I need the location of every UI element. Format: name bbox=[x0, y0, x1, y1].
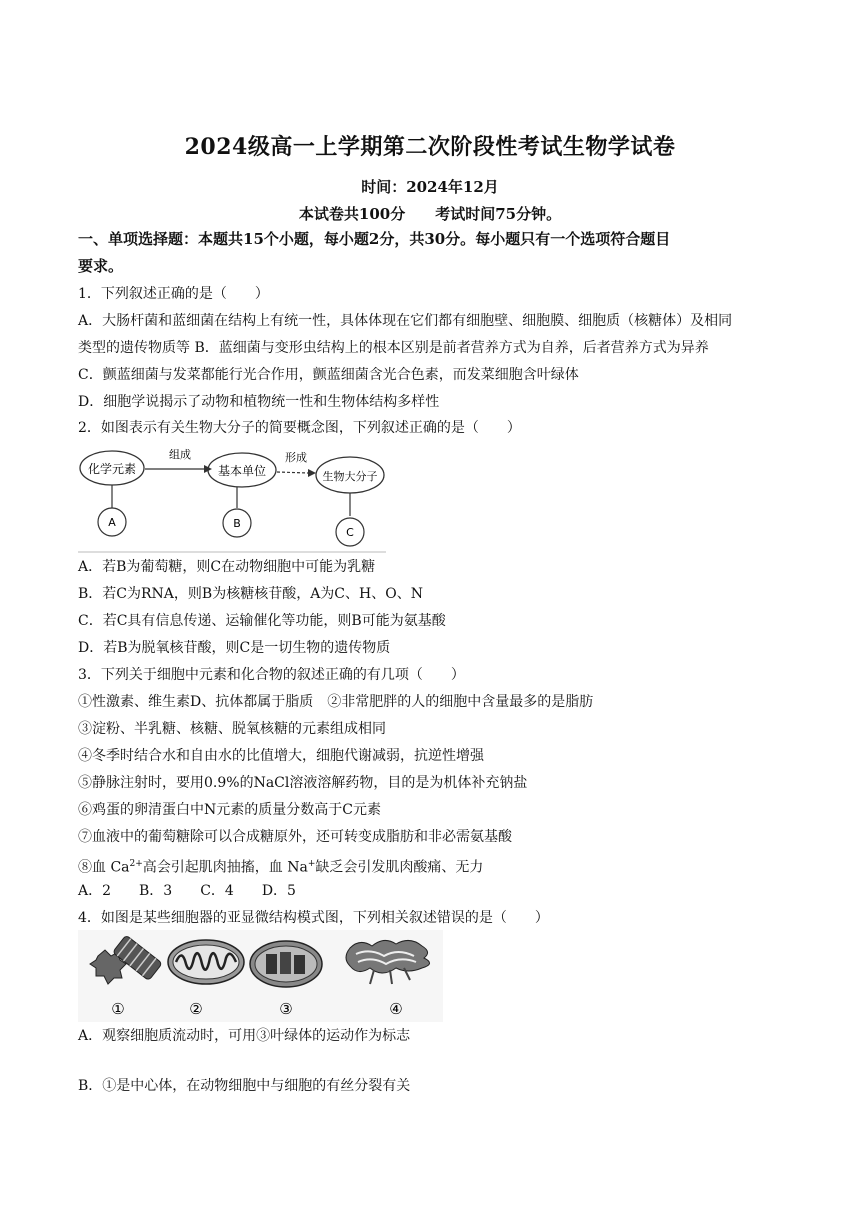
sodium-charge: + bbox=[307, 859, 316, 869]
node-units-label: 基本单位 bbox=[217, 464, 267, 478]
arrow-form bbox=[277, 472, 308, 473]
node-macromolecule-label: 生物大分子 bbox=[322, 470, 378, 483]
q3-stem: 3．下列关于细胞中元素和化合物的叙述正确的有几项（ ） bbox=[78, 667, 465, 683]
q3-statement-8 bbox=[78, 854, 788, 878]
chloroplast-drawing bbox=[250, 941, 322, 987]
exam-title: 2024级高一上学期第二次阶段性考试生物学试卷 bbox=[184, 134, 676, 160]
q1-option-a-b: 类型的遗传物质等 B．蓝细菌与变形虫结构上的根本区别是前者营养方式为自养，后者营养方式为异养 bbox=[78, 340, 709, 356]
q3-s8-part3: 缺乏会引发肌肉酸痛、无力 bbox=[315, 859, 484, 876]
q1-option-a: A．大肠杆菌和蓝细菌在结构上有统一性，具体体现在它们都有细胞壁、细胞膜、细胞质（核糖体）及相同 bbox=[78, 313, 733, 329]
organelle-figure bbox=[78, 930, 443, 1022]
q1-option-c: C．颤蓝细菌与发菜都能行光合作用，颤蓝细菌含光合色素，而发菜细胞含叶绿体 bbox=[78, 367, 579, 383]
q2-option-b: B．若C为RNA，则B为核糖核苷酸，A为C、H、O、N bbox=[78, 586, 423, 602]
q4-option-a: A．观察细胞质流动时，可用③叶绿体的运动作为标志 bbox=[78, 1028, 411, 1044]
concept-map-diagram bbox=[78, 444, 388, 554]
q1-option-d: D．细胞学说揭示了动物和植物统一性和生物体结构多样性 bbox=[78, 394, 440, 410]
mitochondrion-drawing bbox=[168, 940, 244, 984]
q3-statement-5: ⑤静脉注射时，要用0.9%的NaCl溶液溶解药物，目的是为机体补充钠盐 bbox=[78, 775, 528, 791]
q3-statement-6: ⑥鸡蛋的卵清蛋白中N元素的质量分数高于C元素 bbox=[78, 802, 381, 818]
calcium-charge: 2+ bbox=[129, 859, 143, 869]
q3-s8-part1: ⑧血 Ca bbox=[78, 859, 130, 876]
arrow-compose-label: 组成 bbox=[169, 448, 191, 461]
q2-option-a: A．若B为葡萄糖，则C在动物细胞中可能为乳糖 bbox=[78, 559, 376, 575]
q4-stem: 4．如图是某些细胞器的亚显微结构模式图，下列相关叙述错误的是（ ） bbox=[78, 910, 549, 926]
section-heading: 一、单项选择题：本题共15个小题，每小题2分，共30分。每小题只有一个选项符合题目 bbox=[78, 230, 671, 248]
q3-s8-part2: 高会引起肌肉抽搐，血 Na bbox=[142, 859, 308, 876]
exam-time: 时间：2024年12月 bbox=[361, 178, 499, 196]
arrow-form-head bbox=[308, 469, 316, 477]
q3-statement-4: ④冬季时结合水和自由水的比值增大，细胞代谢减弱，抗逆性增强 bbox=[78, 748, 484, 764]
section-heading-cont: 要求。 bbox=[78, 257, 124, 275]
label-4: ④ bbox=[389, 1000, 403, 1018]
label-1: ① bbox=[111, 1000, 125, 1018]
q3-statement-1-2: ①性激素、维生素D、抗体都属于脂质 ②非常肥胖的人的细胞中含量最多的是脂肪 bbox=[78, 694, 594, 710]
q3-options: A．2 B．3 C．4 D．5 bbox=[78, 883, 296, 899]
q3-statement-3: ③淀粉、半乳糖、核糖、脱氧核糖的元素组成相同 bbox=[78, 721, 386, 737]
node-elements-label: 化学元素 bbox=[87, 462, 137, 476]
circle-a-label: A bbox=[108, 516, 116, 529]
circle-c-label: C bbox=[346, 526, 354, 539]
arrow-form-label: 形成 bbox=[285, 451, 307, 464]
exam-info: 本试卷共100分 考试时间75分钟。 bbox=[298, 205, 562, 223]
circle-b-label: B bbox=[233, 517, 241, 530]
q4-option-b: B．①是中心体，在动物细胞中与细胞的有丝分裂有关 bbox=[78, 1078, 411, 1094]
q2-option-d: D．若B为脱氧核苷酸，则C是一切生物的遗传物质 bbox=[78, 640, 391, 656]
label-3: ③ bbox=[279, 1000, 293, 1018]
q2-option-c: C．若C具有信息传递、运输催化等功能，则B可能为氨基酸 bbox=[78, 613, 446, 629]
label-2: ② bbox=[189, 1000, 203, 1018]
q3-statement-7: ⑦血液中的葡萄糖除可以合成糖原外，还可转变成脂肪和非必需氨基酸 bbox=[78, 829, 512, 845]
q1-stem: 1．下列叙述正确的是（ ） bbox=[78, 286, 269, 302]
q2-stem: 2．如图表示有关生物大分子的简要概念图，下列叙述正确的是（ ） bbox=[78, 420, 521, 436]
